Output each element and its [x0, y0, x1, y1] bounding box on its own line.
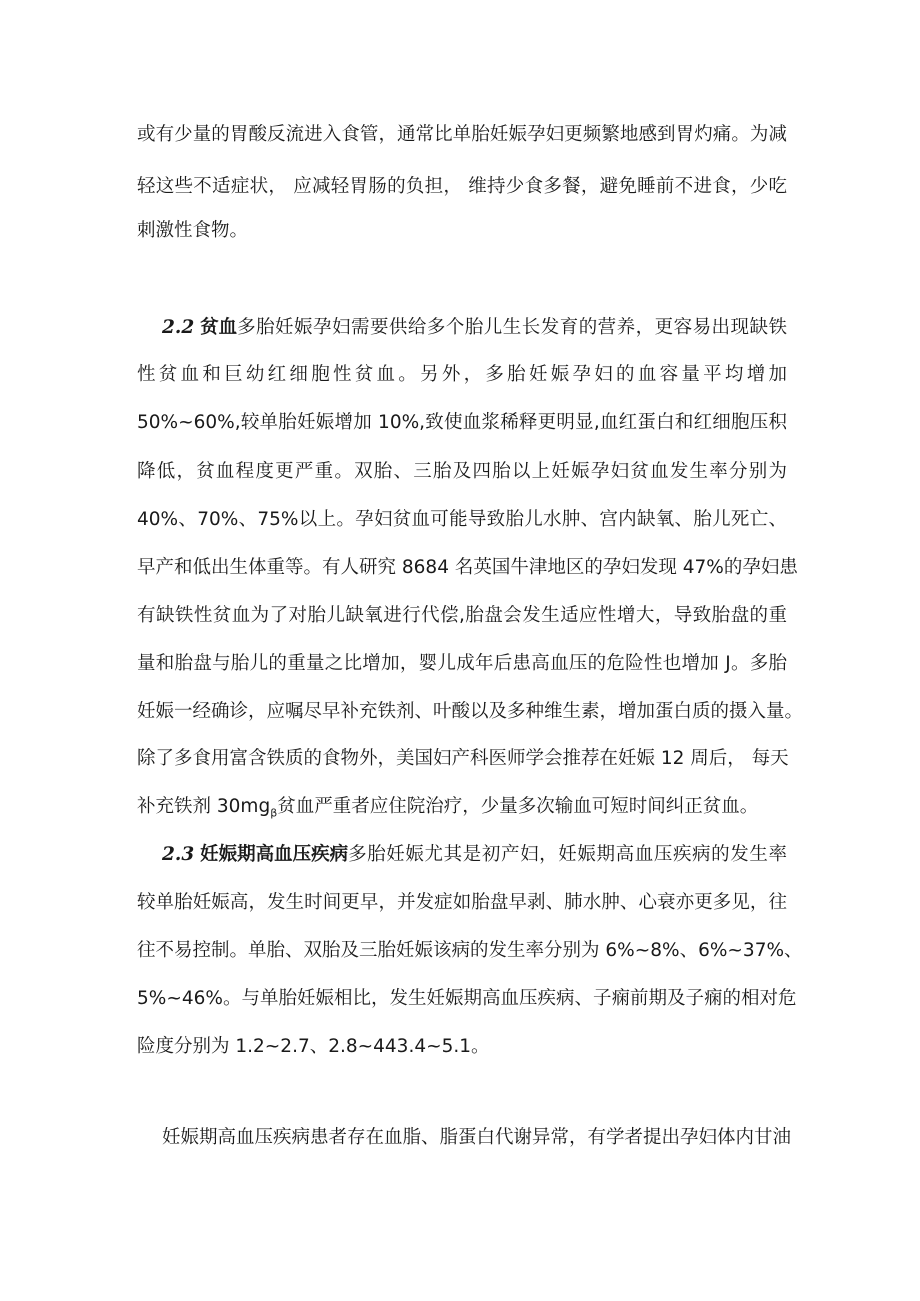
- section-2-2-line-3: 50%~60%,较单胎妊娠增加 10%,致使血浆稀释更明显,血红蛋白和红细胞压积: [137, 412, 787, 433]
- paragraph-1-line-1: 或有少量的胃酸反流进入食管，通常比单胎妊娠孕妇更频繁地感到胃灼痛。为减: [137, 124, 787, 145]
- paragraph-1-line-3: 刺激性食物。: [137, 220, 249, 241]
- section-2-3-line-2: 较单胎妊娠高，发生时间更早，并发症如胎盘早剥、肺水肿、心衰亦更多见，往: [137, 892, 787, 913]
- section-number: 2.2: [162, 317, 195, 338]
- section-2-2-line-11: [137, 795, 787, 826]
- section-2-2-first-line: [162, 316, 787, 340]
- section-2-2-line-1-text: 多胎妊娠孕妇需要供给多个胎儿生长发育的营养，更容易出现缺铁: [237, 317, 787, 338]
- section-2-2-line-2: 性贫血和巨幼红细胞性贫血。另外，多胎妊娠孕妇的血容量平均增加: [137, 364, 787, 385]
- paragraph-5-line-1: 妊娠期高血压疾病患者存在血脂、脂蛋白代谢异常，有学者提出孕妇体内甘油: [162, 1127, 792, 1148]
- section-2-3-first-line: [162, 843, 787, 867]
- section-2-2-closing-text: 贫血严重者应住院治疗，少量多次输血可短时间纠正贫血。: [277, 796, 759, 817]
- section-heading: 妊娠期高血压疾病: [200, 844, 349, 865]
- section-2-3-line-1-text: 多胎妊娠尤其是初产妇，妊娠期高血压疾病的发生率: [348, 844, 787, 865]
- section-2-2-line-7: 有缺铁性贫血为了对胎儿缺氧进行代偿,胎盘会发生适应性增大，导致胎盘的重: [137, 605, 787, 626]
- section-2-2-line-9: 妊娠一经确诊，应嘱尽早补充铁剂、叶酸以及多种维生素，增加蛋白质的摄入量。: [137, 701, 804, 722]
- section-2-3-lead: [162, 843, 348, 867]
- section-2-2-line-6: 早产和低出生体重等。有人研究 8684 名英国牛津地区的孕妇发现 47%的孕妇患: [137, 557, 798, 578]
- section-2-2-line-8: 量和胎盘与胎儿的重量之比增加，婴儿成年后患高血压的危险性也增加 J。多胎: [137, 653, 787, 674]
- iron-dose-text: 补充铁剂 30mg: [137, 796, 271, 817]
- section-number: 2.3: [162, 844, 195, 865]
- iron-dose-subscript: β: [270, 806, 278, 820]
- section-heading: 贫血: [200, 317, 238, 338]
- paragraph-1-line-2: 轻这些不适症状， 应减轻胃肠的负担， 维持少食多餐，避免睡前不进食，少吃: [137, 176, 787, 197]
- section-2-3-line-3: 往不易控制。单胎、双胎及三胎妊娠该病的发生率分别为 6%~8%、6%~37%、: [137, 940, 803, 961]
- section-2-3-line-4: 5%~46%。与单胎妊娠相比，发生妊娠期高血压疾病、子痫前期及子痫的相对危: [137, 988, 797, 1009]
- section-2-3-line-5: 险度分别为 1.2~2.7、2.8~443.4~5.1。: [137, 1036, 490, 1057]
- section-2-2-lead: [162, 316, 237, 340]
- section-2-2-line-10: 除了多食用富含铁质的食物外，美国妇产科医师学会推荐在妊娠 12 周后， 每天: [137, 748, 789, 769]
- section-2-2-line-5: 40%、70%、75%以上。孕妇贫血可能导致胎儿水肿、宫内缺氧、胎儿死亡、: [137, 509, 787, 530]
- section-2-2-line-4: 降低，贫血程度更严重。双胎、三胎及四胎以上妊娠孕妇贫血发生率分别为: [137, 461, 787, 482]
